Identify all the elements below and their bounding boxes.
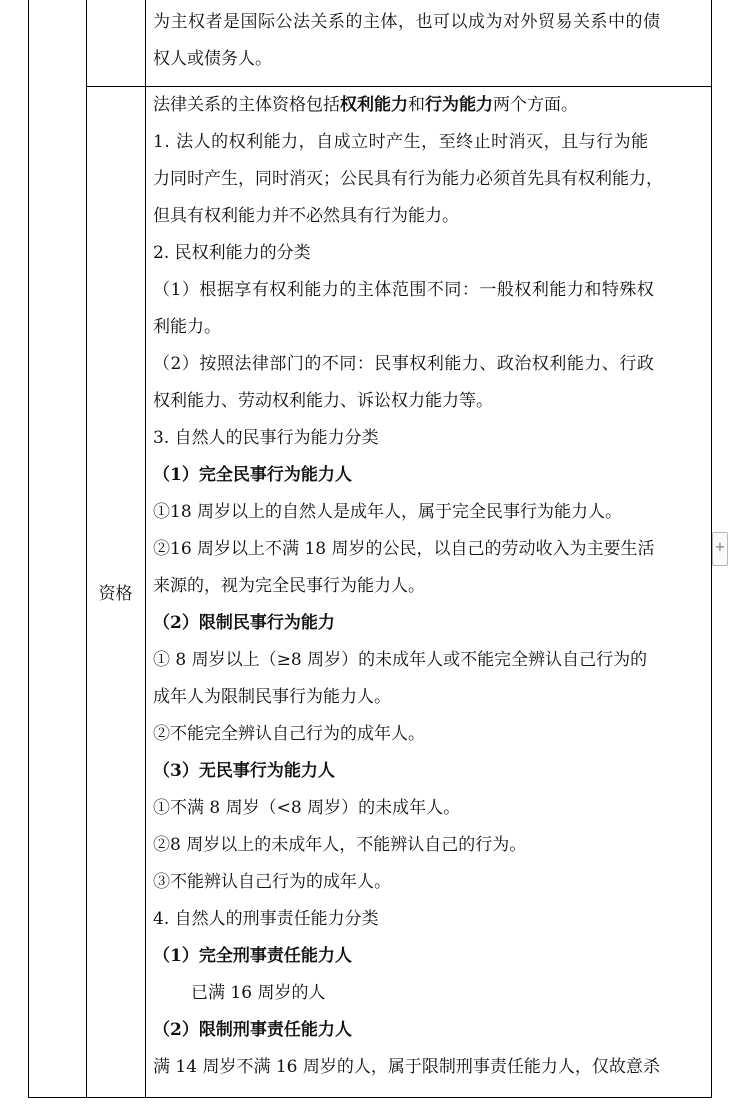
text-line: 但具有权利能力并不必然具有行为能力。 [153, 206, 459, 226]
subheading: （1）完全民事行为能力人 [153, 465, 352, 485]
section-heading: 2. 民权利能力的分类 [153, 243, 311, 263]
text-line: 满 14 周岁不满 16 周岁的人，属于限制刑事责任能力人，仅故意杀 [153, 1057, 660, 1077]
text-line: 力同时产生，同时消灭；公民具有行为能力必须首先具有权利能力， [153, 169, 663, 189]
intro-bold-capacity-conduct: 行为能力 [425, 95, 493, 115]
qualification-content-cell [145, 87, 711, 1086]
intro-bold-capacity-rights: 权利能力 [340, 95, 408, 115]
expand-button[interactable]: + [712, 532, 728, 566]
text-line: 利能力。 [153, 317, 221, 337]
intro-text: 法律关系的主体资格包括 [153, 95, 340, 115]
text-line: ③不能辨认自己行为的成年人。 [153, 872, 391, 892]
qualification-label: 资格 [98, 584, 133, 604]
text-line: ②不能完全辨认自己行为的成年人。 [153, 724, 425, 744]
text-line: ①18 周岁以上的自然人是成年人，属于完全民事行为能力人。 [153, 502, 623, 522]
text-line: 来源的，视为完全民事行为能力人。 [153, 576, 425, 596]
text-line: 权利能力、劳动权利能力、诉讼权力能力等。 [153, 391, 493, 411]
subheading: （1）完全刑事责任能力人 [153, 946, 352, 966]
text-line: 为主权者是国际公法关系的主体，也可以成为对外贸易关系中的债 [153, 12, 661, 32]
section-heading: 3. 自然人的民事行为能力分类 [153, 428, 379, 448]
section-heading: 4. 自然人的刑事责任能力分类 [153, 909, 379, 929]
top-row-cell [145, 4, 711, 78]
text-line: ②16 周岁以上不满 18 周岁的公民，以自己的劳动收入为主要生活 [153, 539, 655, 559]
subheading: （2）限制民事行为能力 [153, 613, 335, 633]
text-line: ①不满 8 周岁（<8 周岁）的未成年人。 [153, 798, 461, 818]
text-line: （2）按照法律部门的不同：民事权利能力、政治权利能力、行政 [153, 354, 655, 374]
intro-line [153, 87, 703, 124]
subheading: （3）无民事行为能力人 [153, 761, 335, 781]
text-line: 已满 16 周岁的人 [191, 983, 326, 1003]
text-line: 成年人为限制民事行为能力人。 [153, 687, 391, 707]
intro-text: 两个方面。 [493, 95, 578, 115]
table-divider-1 [86, 0, 87, 1098]
text-line: ① 8 周岁以上（≥8 周岁）的未成年人或不能完全辨认自己行为的 [153, 650, 648, 670]
text-line: 1. 法人的权利能力，自成立时产生，至终止时消灭，且与行为能 [153, 132, 649, 152]
text-line: 权人或债务人。 [153, 49, 272, 69]
table-border-bottom [28, 1097, 712, 1098]
subheading: （2）限制刑事责任能力人 [153, 1020, 352, 1040]
table-border-left [28, 0, 29, 1098]
text-line: （1）根据享有权利能力的主体范围不同：一般权利能力和特殊权 [153, 280, 655, 300]
intro-text: 和 [408, 95, 425, 115]
text-line: ②8 周岁以上的未成年人，不能辨认自己的行为。 [153, 835, 527, 855]
